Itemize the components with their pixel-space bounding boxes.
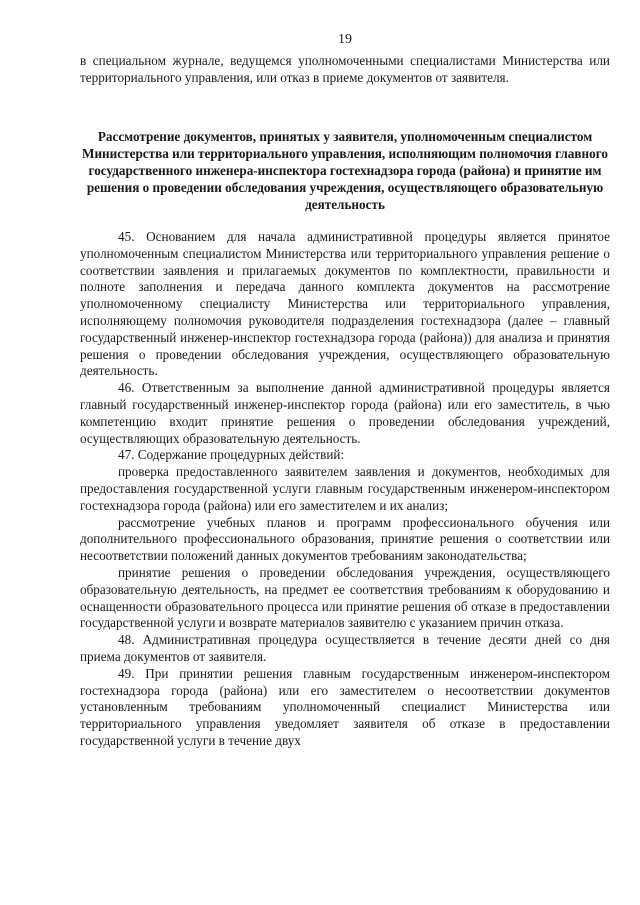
paragraph-47: 47. Содержание процедурных действий: [118, 447, 345, 463]
document-page [80, 0, 610, 905]
paragraph-45: 45. Основанием для начала административной процедуры является принятое уполномоченным специалистом Министерства или территориального управления решение о соответствии заявления и прилагаемых документов по комплектности, правильности и полноте заполнения и передача данного комплекта документов на рассмотрение уполномоченному специалисту Министерства или территориального управления, исполняющему полномочия руководителя подразделения гостехнадзора (далее – главный государственный инженер-инспектор гостехнадзора города (района)) для анализа и принятия решения о проведении обследования учреждения, осуществляющего образовательную деятельность. [80, 229, 610, 379]
list-item-decision: принятие решения о проведении обследования учреждения, осуществляющего образовательную деятельность, на предмет ее соответствия требованиям к оборудованию и оснащенности образовательного процесса или принятие решения об отказе в предоставлении государственной услуги и возврате материалов заявителю с указанием причин отказа. [80, 564, 610, 631]
paragraph-48: 48. Административная процедура осуществляется в течение десяти дней со дня приема документов от заявителя. [80, 632, 610, 664]
paragraph-49: 49. При принятии решения главным государственным инженером-инспектором гостехнадзора города (района) или его заместителем о несоответствии документов установленным требованиям уполномоченный специалист Министерства или территориального управления уведомляет заявителя об отказе в предоставлении государственной услуги в течение двух [80, 665, 610, 748]
paragraph-46: 46. Ответственным за выполнение данной административной процедуры является главный государственный инженер-инспектор города (района) или его заместитель, в чью компетенцию входит принятие решения о проведении обследования учреждений, осуществляющих образовательную деятельность. [80, 380, 610, 446]
section-heading: Рассмотрение документов, принятых у заявителя, уполномоченным специалистом Министерства или территориального управления, исполняющим полномочия главного государственного инженера-инспектора гостехнадзора города (района) и принятие им решения о проведении обследования учреждения, осуществляющего образовательную деятельность [82, 129, 608, 212]
body-text [80, 229, 610, 750]
list-item-review-plans: рассмотрение учебных планов и программ профессионального обучения или дополнительного профессионального образования, принятие решения о соответствии или несоответствии положений данных документов требованиям законодательства; [80, 514, 610, 564]
continuation-text [80, 53, 610, 87]
page-number: 19 [338, 32, 352, 47]
continuation-paragraph: в специальном журнале, ведущемся уполномоченными специалистами Министерства или территориального управления, или отказ в приеме документов от заявителя. [80, 53, 610, 85]
list-item-check-documents: проверка предоставленного заявителем заявления и документов, необходимых для предоставления государственной услуги главным государственным инженером-инспектором гостехнадзора города (района) или его заместителем и их анализ; [80, 464, 610, 513]
